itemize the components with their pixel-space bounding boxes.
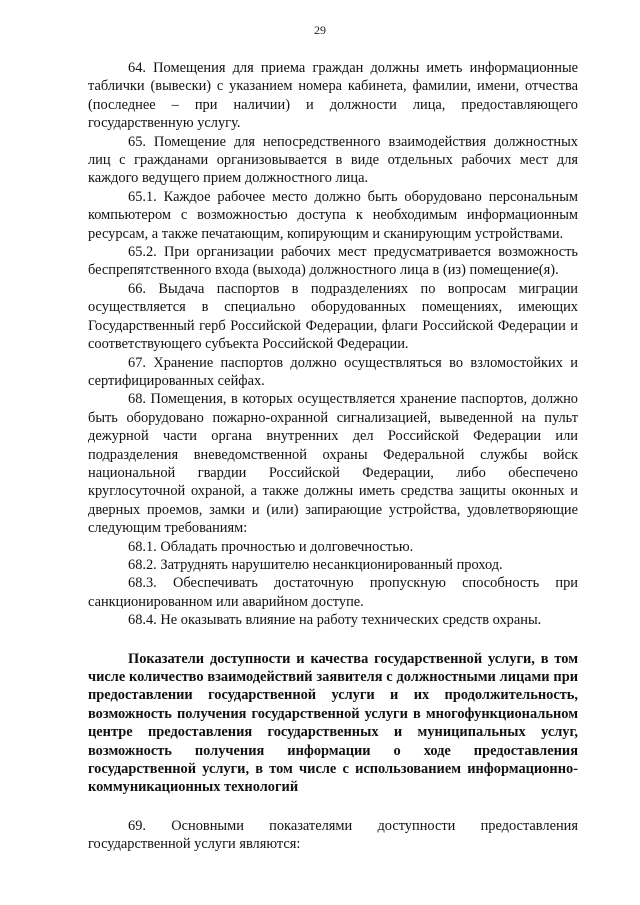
paragraph-69: 69. Основными показателями доступности предоставления государственной услуги являются: [88, 817, 578, 853]
paragraph-64: 64. Помещения для приема граждан должны иметь информационные таблички (вывески) с указанием номера кабинета, фамилии, имени, отчества (последнее – при наличии) и должности лица, предоставляющего государственную услугу. [88, 60, 578, 132]
paragraph-65: 65. Помещение для непосредственного взаимодействия должностных лиц с гражданами организовывается в виде отдельных рабочих мест для каждого ведущего прием должностного лица. [88, 133, 578, 187]
paragraph-68-2: 68.2. Затруднять нарушителю несанкционированный проход. [128, 556, 503, 573]
paragraph-68-3: 68.3. Обеспечивать достаточную пропускную способность при санкционированном или аварийном доступе. [88, 575, 578, 610]
paragraph-67: 67. Хранение паспортов должно осуществляться во взломостойких и сертифицированных сейфах. [88, 354, 578, 389]
paragraph-65-1: 65.1. Каждое рабочее место должно быть оборудовано персональным компьютером с возможностью доступа к необходимым информационным ресурсам, а также печатающим, копирующим и сканирующим устройствами. [88, 188, 578, 242]
paragraph-68-4: 68.4. Не оказывать влияние на работу технических средств охраны. [128, 612, 542, 629]
document-body [88, 59, 578, 854]
paragraph-66: 66. Выдача паспортов в подразделениях по вопросам миграции осуществляется в специально оборудованных помещениях, имеющих Государственный герб Российской Федерации, флаги Российской Федерации и соответствующего субъекта Российской Федерации. [88, 280, 578, 353]
paragraph-65-2: 65.2. При организации рабочих мест предусматривается возможность беспрепятственного входа (выхода) должностного лица в (из) помещение(я). [88, 244, 578, 279]
section-heading: Показатели доступности и качества государственной услуги, в том числе количество взаимодействий заявителя с должностными лицами при предоставлении государственной услуги и их продолжительность, возможность получения государственной услуги в многофункциональном центре предоставления государственных и муниципальных услуг, возможность получения информации о ходе предоставления государственной услуги, в том числе с использованием информационно-коммуникационных технологий [88, 650, 578, 796]
page-number: 29 [314, 23, 326, 37]
paragraph-68-1: 68.1. Обладать прочностью и долговечностью. [128, 538, 414, 555]
paragraph-68: 68. Помещения, в которых осуществляется хранение паспортов, должно быть оборудовано пожарно-охранной сигнализацией, выведенной на пульт дежурной части органа внутренних дел Российской Федерации или подразделения вневедомственной охраны Федеральной службы войск национальной гвардии Российской Федерации, либо обеспечено круглосуточной охраной, а также должны иметь средства защиты оконных и дверных проемов, замки и (или) запирающие устройства, удовлетворяющие следующим требованиям: [88, 391, 578, 537]
